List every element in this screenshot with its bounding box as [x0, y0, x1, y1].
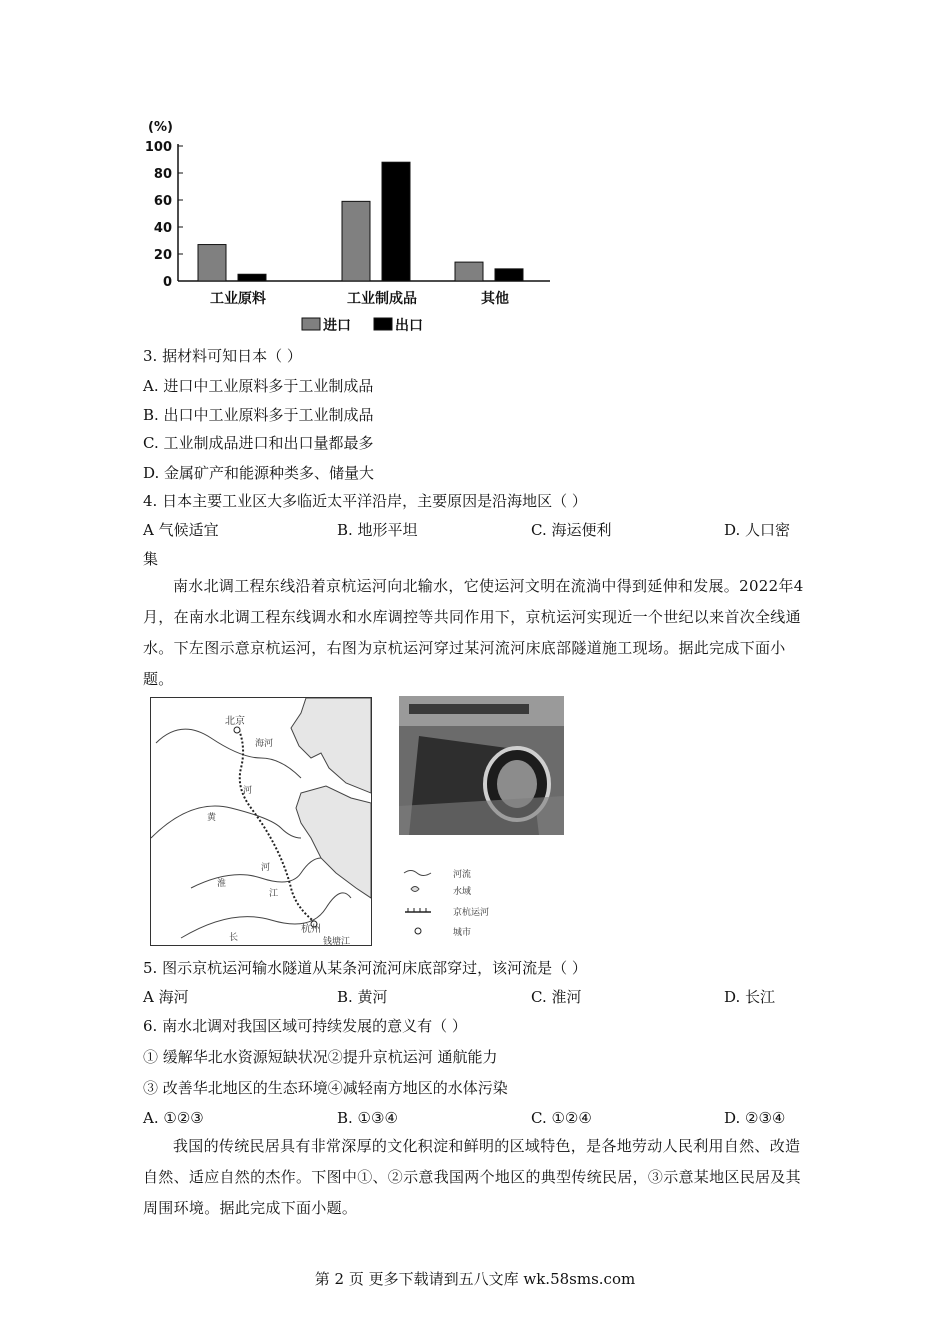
- legend-water: 水域: [453, 887, 472, 897]
- y-tick-label: 0: [162, 275, 172, 290]
- map-label-beijing: 北京: [225, 716, 245, 727]
- x-category-label: 其他: [481, 291, 509, 307]
- q6-option-c: C. ①②④: [531, 1109, 592, 1127]
- y-tick-label: 40: [153, 221, 172, 236]
- q3-option-b: B. 出口中工业原料多于工业制成品: [143, 406, 374, 424]
- q5-option-b: B. 黄河: [337, 988, 388, 1006]
- q6-statement-line-1: ① 缓解华北水资源短缺状况②提升京杭运河 通航能力: [143, 1048, 498, 1066]
- page-footer: 第 2 页 更多下载请到五八文库 wk.58sms.com: [314, 1270, 636, 1288]
- q4-option-d-continued: 集: [143, 550, 159, 568]
- map-label-huai: 淮: [217, 879, 227, 889]
- bar-进口: [455, 262, 483, 281]
- y-tick-label: 100: [144, 140, 172, 155]
- dwellings-intro-paragraph: 我国的传统民居具有非常深厚的文化积淀和鲜明的区域特色，是各地劳动人民利用自然、改造自然、适应自然的杰作。下图中①、②示意我国两个地区的典型传统民居，③示意某地区民居及其周围环境。据此完成下面小题。: [143, 1137, 801, 1217]
- map-label-qiantangjiang: 钱塘江: [323, 937, 351, 947]
- q5-option-d: D. 长江: [724, 988, 776, 1006]
- q4-stem: 4. 日本主要工业区大多临近太平洋沿岸，主要原因是沿海地区（ ）: [143, 492, 587, 510]
- bar-进口: [342, 201, 370, 281]
- map-label-he-2: 河: [261, 863, 271, 873]
- q4-option-c: C. 海运便利: [531, 521, 612, 539]
- q6-option-d: D. ②③④: [724, 1109, 786, 1127]
- q5-option-a: A 海河: [143, 988, 189, 1006]
- q3-option-a: A. 进口中工业原料多于工业制成品: [143, 377, 374, 395]
- legend-city: 城市: [453, 928, 472, 938]
- map-label-chang: 长: [229, 933, 239, 943]
- q4-option-d: D. 人口密: [724, 521, 791, 539]
- canal-intro-paragraph: 南水北调工程东线沿着京杭运河向北输水，它使运河文明在流淌中得到延伸和发展。2022年4月，在南水北调工程东线调水和水库调控等共同作用下，京杭运河实现近一个世纪以来首次全线通水。下左图示意京杭运河，右图为京杭运河穿过某河流河床底部隧道施工现场。据此完成下面小题。: [143, 577, 804, 688]
- y-axis-label: (%): [148, 120, 173, 135]
- map-label-hangzhou: 杭州: [301, 924, 321, 935]
- bar-出口: [495, 269, 523, 281]
- map-legend: [399, 866, 539, 946]
- q6-stem: 6. 南水北调对我国区域可持续发展的意义有（ ）: [143, 1017, 467, 1035]
- y-tick-label: 80: [153, 167, 172, 182]
- bar-进口: [198, 245, 226, 281]
- legend-label: 出口: [395, 318, 423, 334]
- q4-option-a: A 气候适宜: [143, 521, 219, 539]
- q6-option-a: A. ①②③: [143, 1109, 204, 1127]
- map-label-haihe: 海河: [255, 739, 274, 749]
- legend-swatch: [302, 318, 320, 330]
- bar-出口: [382, 162, 410, 281]
- map-label-he-1: 河: [243, 786, 253, 796]
- legend-river: 河流: [453, 870, 472, 880]
- tunnel-construction-photo: [399, 696, 564, 835]
- q5-option-c: C. 淮河: [531, 988, 582, 1006]
- q3-stem: 3. 据材料可知日本（ ）: [143, 347, 302, 365]
- import-export-bar-chart: [140, 112, 570, 342]
- legend-label: 进口: [323, 318, 351, 334]
- map-label-jiang: 江: [269, 889, 279, 899]
- y-tick-label: 20: [153, 248, 172, 263]
- q4-option-b: B. 地形平坦: [337, 521, 418, 539]
- q3-option-d: D. 金属矿产和能源种类多、储量大: [143, 464, 375, 482]
- x-category-label: 工业原料: [210, 291, 266, 307]
- q6-statement-line-2: ③ 改善华北地区的生态环境④减轻南方地区的水体污染: [143, 1079, 508, 1097]
- map-label-huang: 黄: [207, 813, 217, 823]
- x-category-label: 工业制成品: [347, 291, 417, 307]
- y-tick-label: 60: [153, 194, 172, 209]
- bar-出口: [238, 274, 266, 281]
- q3-option-c: C. 工业制成品进口和出口量都最多: [143, 434, 374, 452]
- grand-canal-map: [150, 697, 372, 946]
- legend-swatch: [374, 318, 392, 330]
- legend-canal: 京杭运河: [453, 908, 490, 918]
- q5-stem: 5. 图示京杭运河输水隧道从某条河流河床底部穿过，该河流是（ ）: [143, 959, 587, 977]
- q6-option-b: B. ①③④: [337, 1109, 398, 1127]
